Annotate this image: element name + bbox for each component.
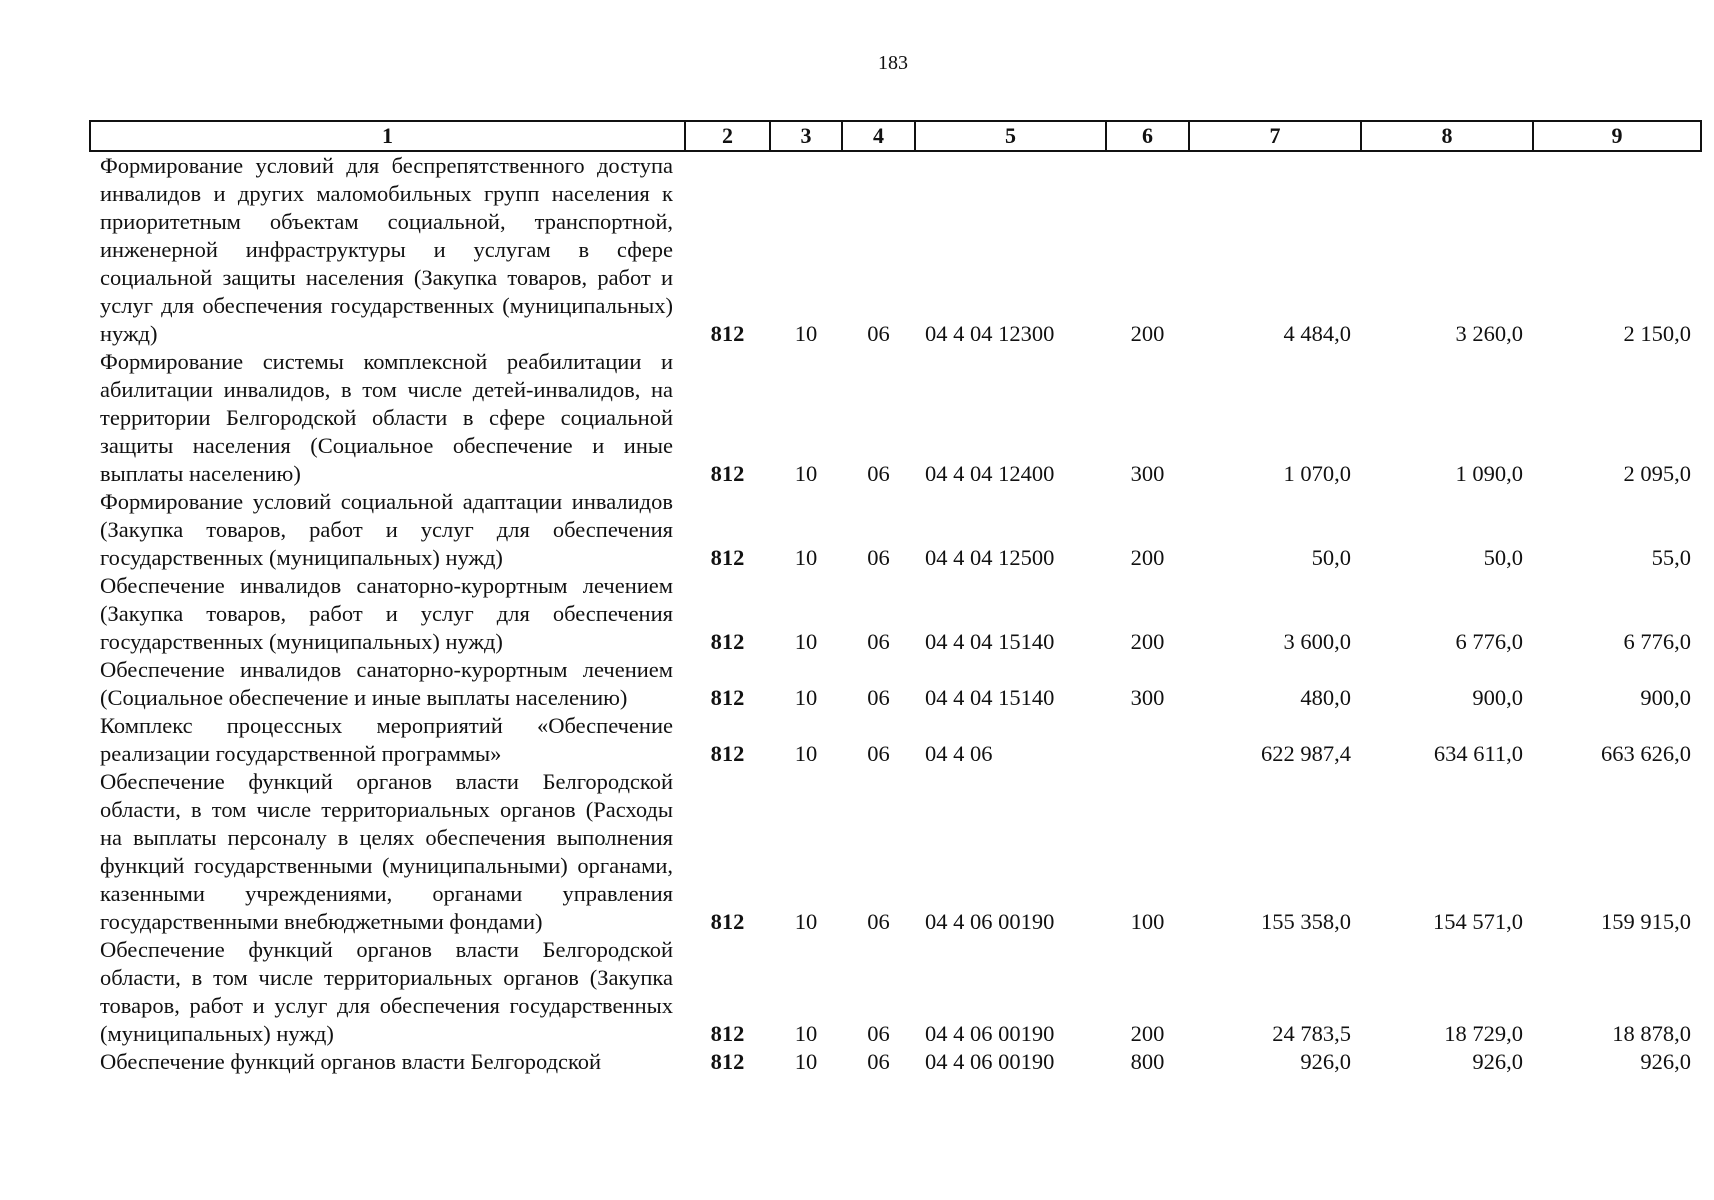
section-code: 10 — [794, 321, 818, 346]
row-description: Формирование системы комплексной реабилитации и абилитации инвалидов, в том числе детей-инвалидов, на территории Белгородской области в сфере социальной защиты населения (Социальное обеспечение и иные выплаты населению) — [100, 349, 673, 486]
section-code: 10 — [794, 1049, 818, 1074]
admin-code: 812 — [710, 909, 745, 934]
target-article-code: 04 4 04 15140 — [925, 685, 1055, 710]
section-code: 10 — [794, 909, 818, 934]
row-description: Обеспечение инвалидов санаторно-курортным лечением (Социальное обеспечение и иные выплаты населению) — [100, 657, 673, 710]
amount-col-8: 926,0 — [1472, 1049, 1523, 1074]
amount-col-7: 480,0 — [1300, 685, 1351, 710]
expense-type-code: 200 — [1130, 321, 1165, 346]
admin-code: 812 — [710, 1049, 745, 1074]
admin-code: 812 — [710, 545, 745, 570]
amount-col-7: 155 358,0 — [1261, 909, 1351, 934]
column-header-7: 7 — [1189, 121, 1361, 151]
header-row — [90, 121, 1701, 151]
subsection-code: 06 — [867, 909, 890, 934]
amount-col-8: 18 729,0 — [1444, 1021, 1523, 1046]
amount-col-8: 1 090,0 — [1455, 461, 1523, 486]
amount-col-8: 3 260,0 — [1455, 321, 1523, 346]
column-header-5: 5 — [915, 121, 1106, 151]
subsection-code: 06 — [867, 741, 890, 766]
table-row — [90, 712, 1701, 768]
table-row — [90, 1048, 1701, 1076]
page-number: 183 — [878, 52, 908, 74]
amount-col-7: 4 484,0 — [1283, 321, 1351, 346]
amount-col-8: 900,0 — [1472, 685, 1523, 710]
amount-col-9: 663 626,0 — [1601, 741, 1691, 766]
expense-type-code: 200 — [1130, 629, 1165, 654]
amount-col-7: 926,0 — [1300, 1049, 1351, 1074]
expense-type-code: 800 — [1130, 1049, 1165, 1074]
table-row — [90, 151, 1701, 348]
amount-col-7: 1 070,0 — [1283, 461, 1351, 486]
table-row — [90, 768, 1701, 936]
column-header-8: 8 — [1361, 121, 1533, 151]
expense-type-code: 200 — [1130, 545, 1165, 570]
table-body — [90, 151, 1701, 1076]
section-code: 10 — [794, 1021, 818, 1046]
amount-col-8: 6 776,0 — [1455, 629, 1523, 654]
amount-col-9: 2 150,0 — [1623, 321, 1691, 346]
amount-col-7: 622 987,4 — [1261, 741, 1351, 766]
row-description: Обеспечение инвалидов санаторно-курортным лечением (Закупка товаров, работ и услуг для обеспечения государственных (муниципальных) нужд) — [100, 573, 673, 654]
admin-code: 812 — [710, 1021, 745, 1046]
amount-col-7: 3 600,0 — [1283, 629, 1351, 654]
target-article-code: 04 4 04 15140 — [925, 629, 1055, 654]
subsection-code: 06 — [867, 545, 890, 570]
amount-col-9: 900,0 — [1640, 685, 1691, 710]
expense-type-code — [1106, 712, 1189, 768]
admin-code: 812 — [710, 321, 745, 346]
admin-code: 812 — [710, 461, 745, 486]
target-article-code: 04 4 04 12300 — [925, 321, 1055, 346]
expense-type-code: 300 — [1130, 461, 1165, 486]
subsection-code: 06 — [867, 1021, 890, 1046]
column-header-3: 3 — [770, 121, 842, 151]
amount-col-9: 2 095,0 — [1623, 461, 1691, 486]
table-row — [90, 656, 1701, 712]
subsection-code: 06 — [867, 321, 890, 346]
column-header-1: 1 — [90, 121, 685, 151]
amount-col-7: 50,0 — [1311, 545, 1351, 570]
amount-col-9: 159 915,0 — [1601, 909, 1691, 934]
column-header-4: 4 — [842, 121, 915, 151]
admin-code: 812 — [710, 629, 745, 654]
column-header-6: 6 — [1106, 121, 1189, 151]
amount-col-8: 50,0 — [1483, 545, 1523, 570]
amount-col-9: 55,0 — [1651, 545, 1691, 570]
expense-type-code: 300 — [1130, 685, 1165, 710]
amount-col-8: 154 571,0 — [1433, 909, 1523, 934]
admin-code: 812 — [710, 741, 745, 766]
amount-col-8: 634 611,0 — [1433, 741, 1523, 766]
amount-col-9: 926,0 — [1640, 1049, 1691, 1074]
column-header-2: 2 — [685, 121, 770, 151]
column-header-9: 9 — [1533, 121, 1701, 151]
row-description: Комплекс процессных мероприятий «Обеспечение реализации государственной программы» — [100, 713, 673, 766]
target-article-code: 04 4 04 12400 — [925, 461, 1055, 486]
subsection-code: 06 — [867, 685, 890, 710]
table-row — [90, 936, 1701, 1048]
row-description: Формирование условий социальной адаптации инвалидов (Закупка товаров, работ и услуг для обеспечения государственных (муниципальных) нужд) — [100, 489, 673, 570]
subsection-code: 06 — [867, 461, 890, 486]
amount-col-9: 6 776,0 — [1623, 629, 1691, 654]
subsection-code: 06 — [867, 629, 890, 654]
expense-type-code: 100 — [1130, 909, 1165, 934]
target-article-code: 04 4 06 00190 — [925, 1049, 1055, 1074]
admin-code: 812 — [710, 685, 745, 710]
section-code: 10 — [794, 741, 818, 766]
amount-col-9: 18 878,0 — [1612, 1021, 1691, 1046]
budget-table — [89, 120, 1702, 1076]
amount-col-7: 24 783,5 — [1272, 1021, 1351, 1046]
row-description: Обеспечение функций органов власти Белгородской — [100, 1049, 602, 1074]
row-description: Обеспечение функций органов власти Белгородской области, в том числе территориальных органов (Расходы на выплаты персоналу в целях обеспечения выполнения функций государственными (муниципальными) органами, казенными учреждениями, органами управления государственными внебюджетными фондами) — [100, 769, 673, 934]
section-code: 10 — [794, 629, 818, 654]
expense-type-code: 200 — [1130, 1021, 1165, 1046]
row-description: Обеспечение функций органов власти Белгородской области, в том числе территориальных органов (Закупка товаров, работ и услуг для обеспечения государственных (муниципальных) нужд) — [100, 937, 673, 1046]
table-row — [90, 572, 1701, 656]
table-row — [90, 348, 1701, 488]
target-article-code: 04 4 06 00190 — [925, 1021, 1055, 1046]
section-code: 10 — [794, 461, 818, 486]
target-article-code: 04 4 06 00190 — [925, 909, 1055, 934]
section-code: 10 — [794, 545, 818, 570]
table-row — [90, 488, 1701, 572]
section-code: 10 — [794, 685, 818, 710]
subsection-code: 06 — [867, 1049, 890, 1074]
target-article-code: 04 4 04 12500 — [925, 545, 1055, 570]
row-description: Формирование условий для беспрепятственного доступа инвалидов и других маломобильных групп населения к приоритетным объектам социальной, транспортной, инженерной инфраструктуры и услугам в сфере социальной защиты населения (Закупка товаров, работ и услуг для обеспечения государственных (муниципальных) нужд) — [100, 153, 673, 346]
target-article-code: 04 4 06 — [925, 741, 993, 766]
